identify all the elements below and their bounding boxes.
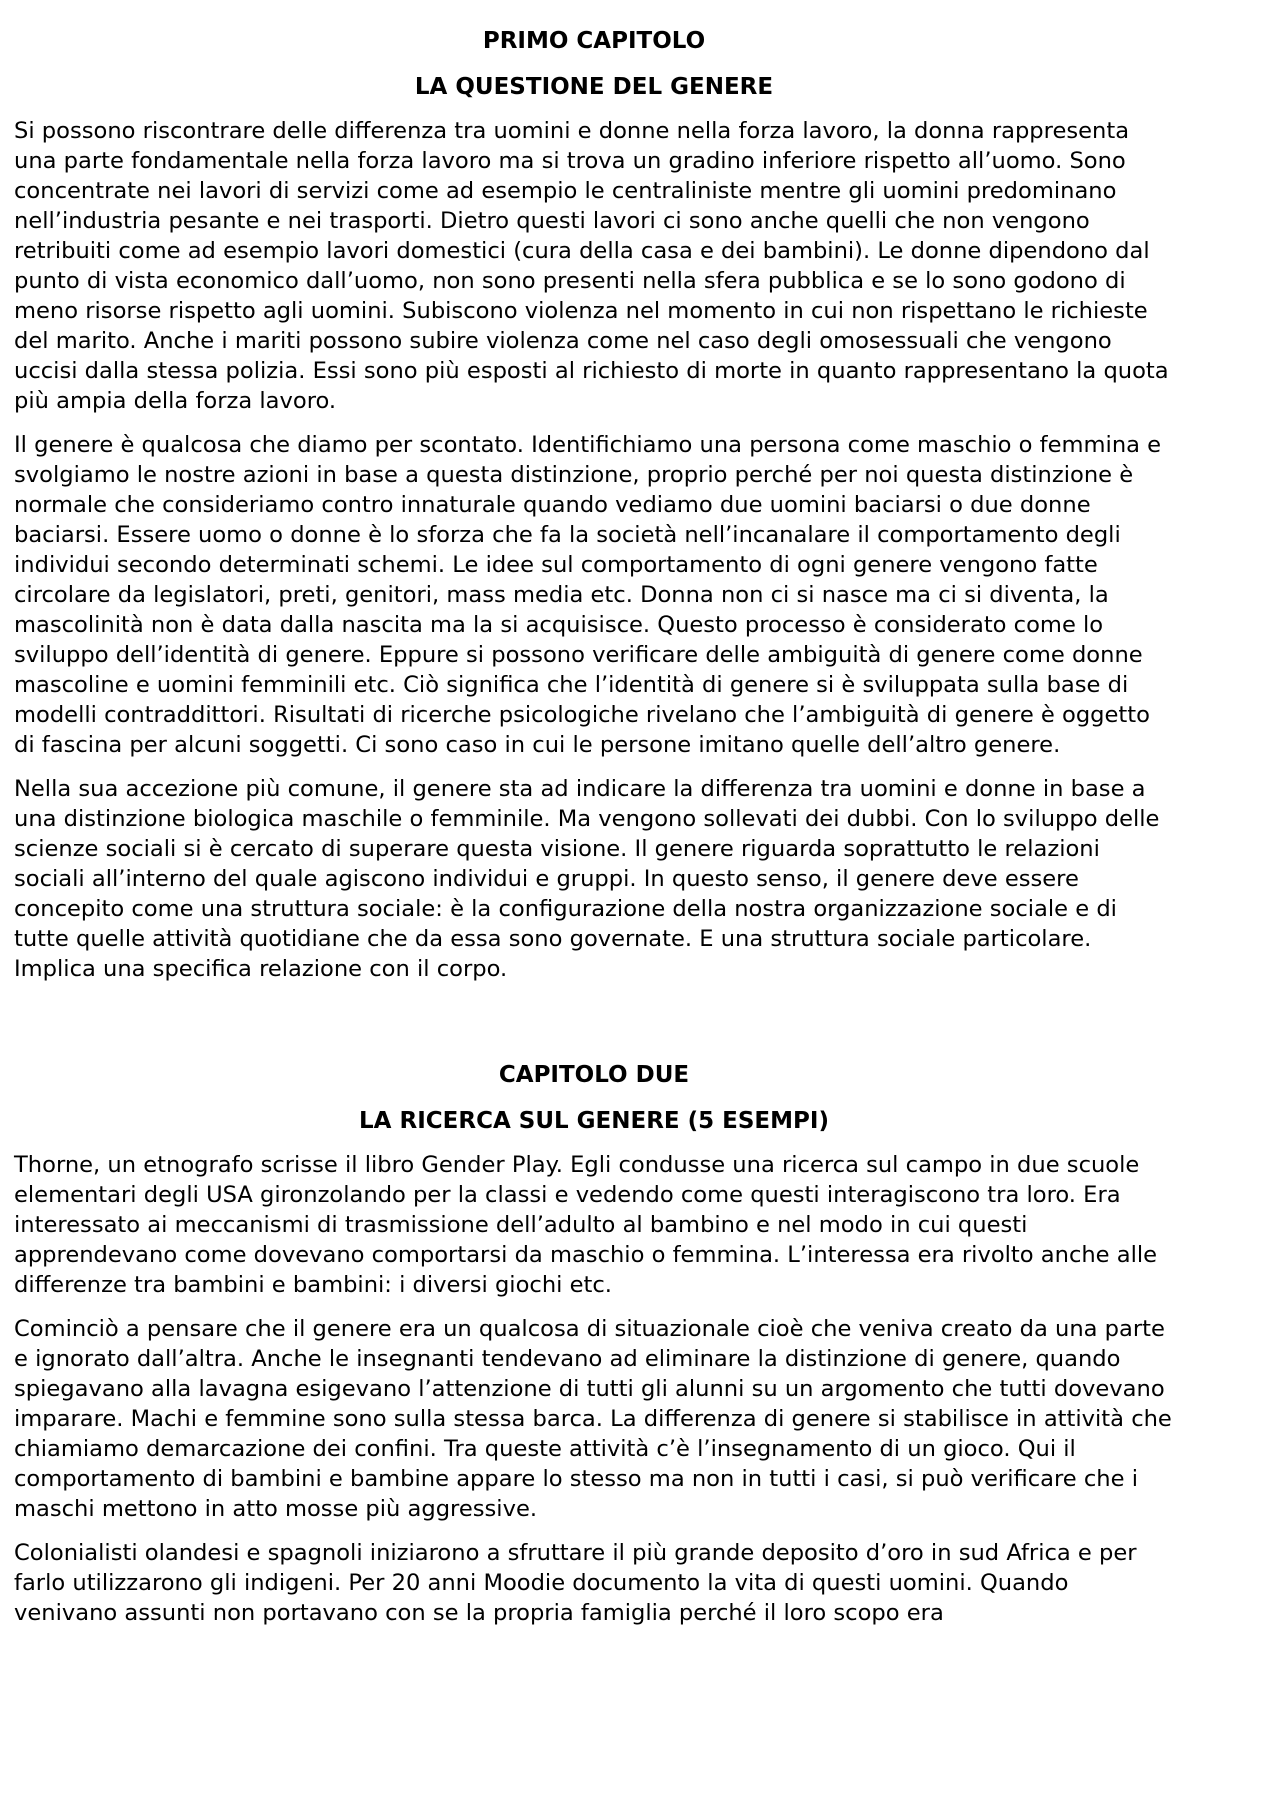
chapter-two-paragraph-1: Thorne, un etnografo scrisse il libro Gender Play. Egli condusse una ricerca sul campo in due scuole elementari degli USA gironzolando per la classi e vedendo come questi interagiscono tra loro. Era interessato ai meccanismi di trasmissione dell’adulto al bambino e nel modo in cui questi apprendevano come dovevano comportarsi da maschio o femmina. L’interessa era rivolto anche alle differenze tra bambini e bambini: i diversi giochi etc. [14, 1152, 1158, 1298]
chapter-spacer [14, 998, 1174, 1060]
chapter-two-subtitle: LA RICERCA SUL GENERE (5 ESEMPI) [359, 1108, 829, 1134]
chapter-one-paragraph-1: Si possono riscontrare delle differenza tra uomini e donne nella forza lavoro, la donna rappresenta una parte fondamentale nella forza lavoro ma si trova un gradino inferiore rispetto all’uomo. Sono concentrate nei lavori di servizi come ad esempio le centraliniste mentre gli uomini predominano nell’industria pesante e nei trasporti. Dietro questi lavori ci sono anche quelli che non vengono retribuiti come ad esempio lavori domestici (cura della casa e dei bambini). Le donne dipendono dal punto di vista economico dall’uomo, non sono presenti nella sfera pubblica e se lo sono godono di meno risorse rispetto agli uomini. Subiscono violenza nel momento in cui non rispettano le richieste del marito. Anche i mariti possono subire violenza come nel caso degli omosessuali che vengono uccisi dalla stessa polizia. Essi sono più esposti al richiesto di morte in quanto rappresentano la quota più ampia della forza lavoro. [14, 118, 1169, 414]
chapter-two [14, 1060, 1174, 1628]
chapter-one-paragraph-3: Nella sua accezione più comune, il genere sta ad indicare la differenza tra uomini e donne in base a una distinzione biologica maschile o femminile. Ma vengono sollevati dei dubbi. Con lo sviluppo delle scienze sociali si è cercato di superare questa visione. Il genere riguarda soprattutto le relazioni sociali all’interno del quale agiscono individui e gruppi. In questo senso, il genere deve essere concepito come una struttura sociale: è la configurazione della nostra organizzazione sociale e di tutte quelle attività quotidiane che da essa sono governate. E una struttura sociale particolare. Implica una specifica relazione con il corpo. [14, 776, 1160, 982]
document-page [14, 26, 1174, 1642]
chapter-one-subtitle: LA QUESTIONE DEL GENERE [414, 74, 774, 100]
chapter-two-title: CAPITOLO DUE [498, 1062, 690, 1088]
chapter-one-title: PRIMO CAPITOLO [482, 28, 706, 54]
chapter-one [14, 26, 1174, 984]
chapter-two-paragraph-3: Colonialisti olandesi e spagnoli iniziarono a sfruttare il più grande deposito d’oro in sud Africa e per farlo utilizzarono gli indigeni. Per 20 anni Moodie documento la vita di questi uomini. Quando venivano assunti non portavano con se la propria famiglia perché il loro scopo era [14, 1540, 1137, 1626]
chapter-two-paragraph-2: Cominciò a pensare che il genere era un qualcosa di situazionale cioè che veniva creato da una parte e ignorato dall’altra. Anche le insegnanti tendevano ad eliminare la distinzione di genere, quando spiegavano alla lavagna esigevano l’attenzione di tutti gli alunni su un argomento che tutti dovevano imparare. Machi e femmine sono sulla stessa barca. La differenza di genere si stabilisce in attività che chiamiamo demarcazione dei confini. Tra queste attività c’è l’insegnamento di un gioco. Qui il comportamento di bambini e bambine appare lo stesso ma non in tutti i casi, si può verificare che i maschi mettono in atto mosse più aggressive. [14, 1316, 1172, 1522]
chapter-one-paragraph-2: Il genere è qualcosa che diamo per scontato. Identifichiamo una persona come maschio o femmina e svolgiamo le nostre azioni in base a questa distinzione, proprio perché per noi questa distinzione è normale che consideriamo contro innaturale quando vediamo due uomini baciarsi o due donne baciarsi. Essere uomo o donne è lo sforza che fa la società nell’incanalare il comportamento degli individui secondo determinati schemi. Le idee sul comportamento di ogni genere vengono fatte circolare da legislatori, preti, genitori, mass media etc. Donna non ci si nasce ma ci si diventa, la mascolinità non è data dalla nascita ma la si acquisisce. Questo processo è considerato come lo sviluppo dell’identità di genere. Eppure si possono verificare delle ambiguità di genere come donne mascoline e uomini femminili etc. Ciò significa che l’identità di genere si è sviluppata sulla base di modelli contraddittori. Risultati di ricerche psicologiche rivelano che l’ambiguità di genere è oggetto di fascina per alcuni soggetti. Ci sono caso in cui le persone imitano quelle dell’altro genere. [14, 432, 1162, 758]
